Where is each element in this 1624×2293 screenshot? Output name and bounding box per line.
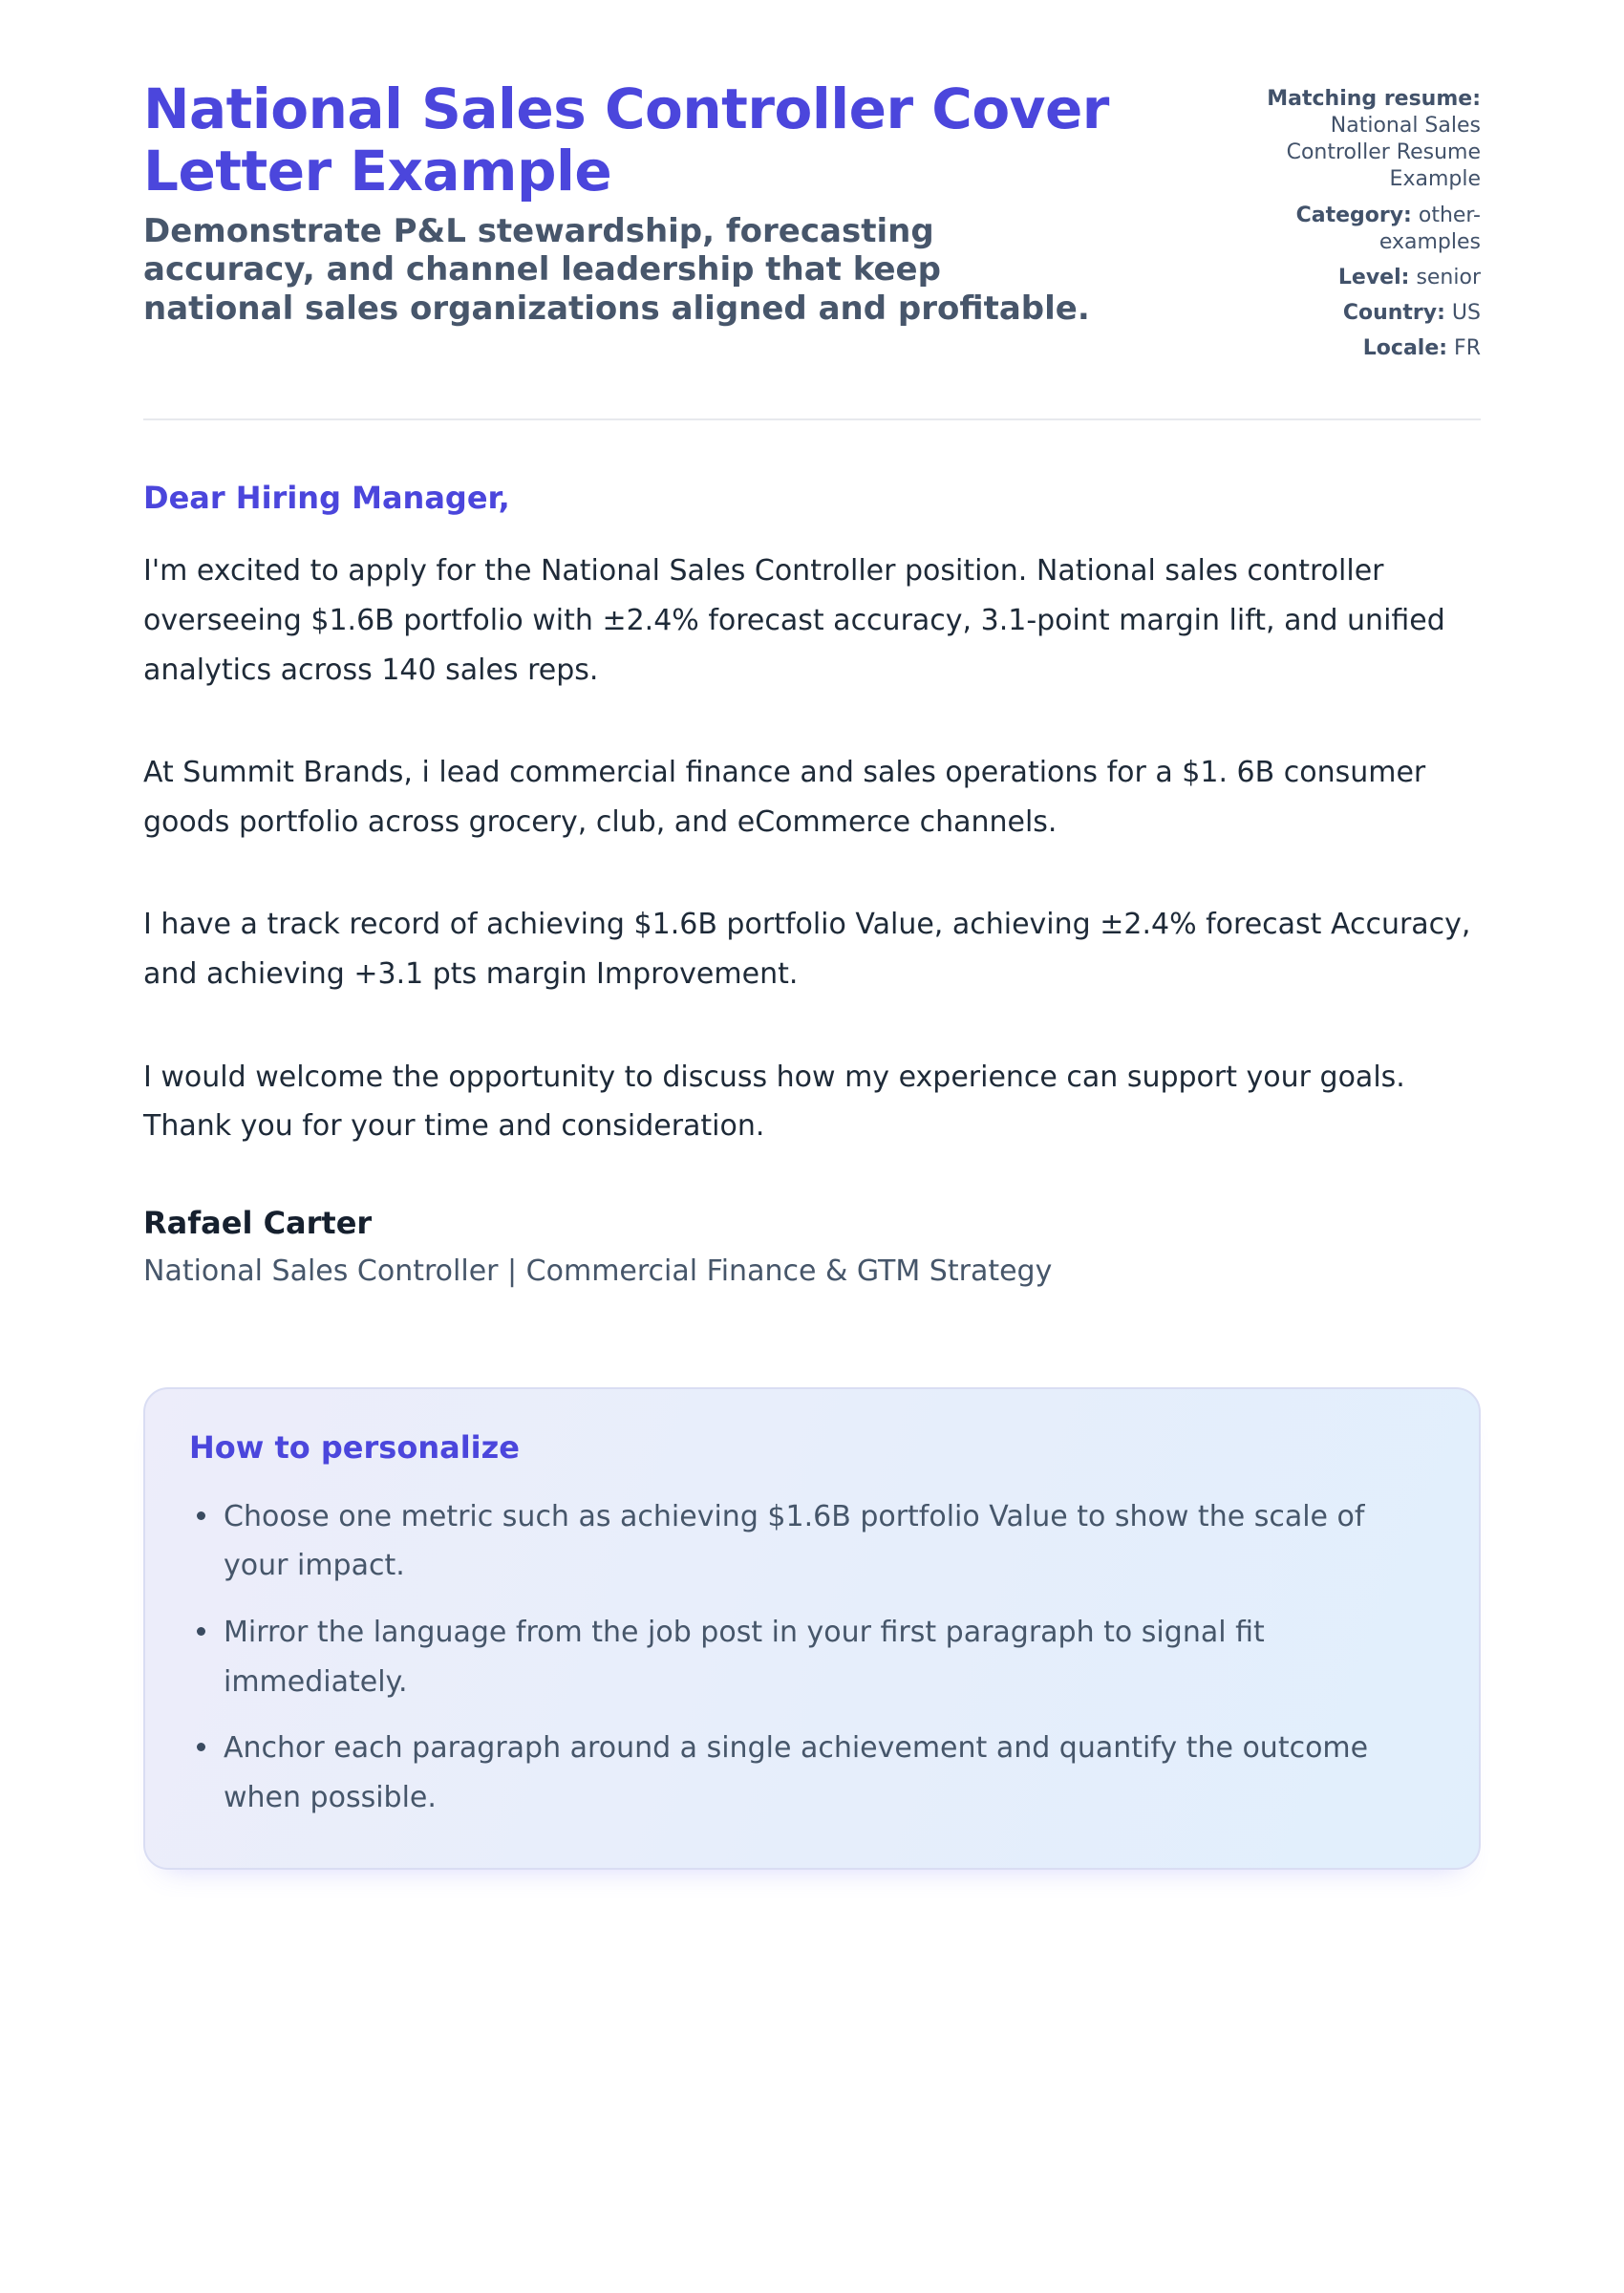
meta-value: FR <box>1454 336 1481 361</box>
content-container <box>143 0 1481 1870</box>
page-title-line: Letter Example <box>143 138 612 204</box>
meta-item <box>1221 335 1481 362</box>
page-subtitle-line: accuracy, and channel leadership that keep <box>143 250 941 289</box>
meta-value: US <box>1451 301 1481 326</box>
tip-item <box>189 1492 1435 1591</box>
letter-paragraph: I'm excited to apply for the National Sales Controller position. National sales controller overseeing $1.6B portfolio with ±2.4% forecast accuracy, 3.1-point margin lift, and unified analytics across 140 sales reps. <box>143 554 1445 687</box>
tips-heading: How to personalize <box>189 1428 520 1466</box>
meta-value: National Sales Controller Resume Example <box>1286 114 1481 192</box>
greeting: Dear Hiring Manager, <box>143 480 510 517</box>
meta-label: Category: <box>1295 203 1412 227</box>
tip-text: Mirror the language from the job post in your first paragraph to signal fit immediately. <box>224 1615 1265 1699</box>
meta-item <box>1221 203 1481 256</box>
tips-card <box>143 1387 1481 1871</box>
signature <box>143 1205 1481 1288</box>
meta-label: Level: <box>1337 265 1410 289</box>
signature-role: National Sales Controller | Commercial Finance & GTM Strategy <box>143 1254 1053 1288</box>
tips-list <box>189 1492 1435 1823</box>
page-subtitle-line: national sales organizations aligned and profitable. <box>143 289 1090 328</box>
page-title-line: National Sales Controller Cover <box>143 76 1109 141</box>
signature-name: Rafael Carter <box>143 1204 373 1241</box>
bullet-icon <box>197 1743 205 1751</box>
meta-label: Locale: <box>1362 336 1448 361</box>
meta-item <box>1221 86 1481 194</box>
meta-value: senior <box>1416 265 1481 289</box>
meta-item <box>1221 300 1481 327</box>
bullet-icon <box>197 1511 205 1520</box>
meta-label: Country: <box>1342 301 1445 326</box>
tip-text: Choose one metric such as achieving $1.6B portfolio Value to show the scale of your impact. <box>224 1499 1365 1583</box>
page-subtitle-line: Demonstrate P&L stewardship, forecasting <box>143 211 934 250</box>
header-left <box>143 78 1175 328</box>
meta-label: Matching resume: <box>1267 87 1481 111</box>
meta-panel <box>1221 78 1481 371</box>
letter-paragraph: I have a track record of achieving $1.6B portfolio Value, achieving ±2.4% forecast Accuracy, and achieving +3.1 pts margin Improvement. <box>143 908 1471 991</box>
letter-paragraph: I would welcome the opportunity to discuss how my experience can support your goals. Thank you for your time and consideration. <box>143 1060 1405 1144</box>
letter-paragraphs <box>143 546 1481 1150</box>
divider <box>143 418 1481 420</box>
letter-paragraph: At Summit Brands, i lead commercial finance and sales operations for a $1. 6B consumer goods portfolio across grocery, club, and eCommerce channels. <box>143 756 1426 839</box>
tip-item <box>189 1724 1435 1822</box>
tip-text: Anchor each paragraph around a single achievement and quantify the outcome when possible. <box>224 1731 1369 1814</box>
bullet-icon <box>197 1627 205 1636</box>
letter-body <box>143 480 1481 1870</box>
header <box>143 78 1481 371</box>
meta-item <box>1221 265 1481 291</box>
page-title <box>143 78 1175 203</box>
tip-item <box>189 1608 1381 1706</box>
meta-value: other-examples <box>1378 203 1481 254</box>
page-subtitle <box>143 212 1175 328</box>
